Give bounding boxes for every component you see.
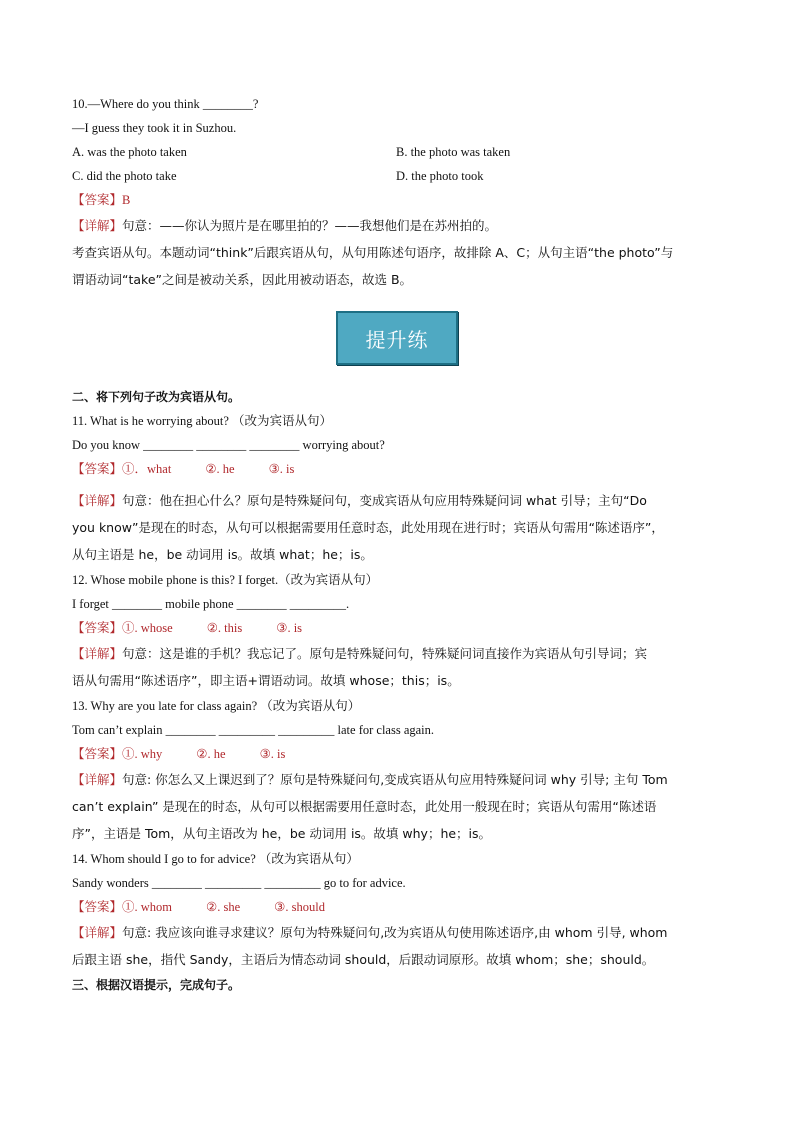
q13-detail-3: 序”，主语是 Tom，从句主语改为 he，be 动词用 is。故填 why；he；is。 <box>72 826 492 841</box>
q14-stem: 14. Whom should I go to for advice? （改为宾语从句） <box>72 852 359 866</box>
q12-detail-2: 语从句需用“陈述语序”，即主语+谓语动词。故填 whose；this；is。 <box>72 673 460 688</box>
detail-tag: 【详解】 <box>72 925 123 940</box>
detail-tag: 【详解】 <box>72 493 123 508</box>
q10-detail-1 <box>72 212 722 239</box>
q10-option-b: B. the photo was taken <box>396 145 511 159</box>
q13-fill: Tom can’t explain ________ _________ _________ late for class again. <box>72 723 435 737</box>
q12-answer-3: ③. is <box>276 621 303 635</box>
q11-answer <box>72 457 722 481</box>
q11-detail-text-1: 句意：他在担心什么？原句是特殊疑问句，变成宾语从句应用特殊疑问词 what 引导；主句“Do <box>122 493 647 508</box>
q14-answer <box>72 895 722 919</box>
q12-detail-text-1: 句意：这是谁的手机？我忘记了。原句是特殊疑问句，特殊疑问词直接作为宾语从句引导词；宾 <box>122 646 648 661</box>
q14-fill: Sandy wonders ________ _________ _________ go to for advice. <box>72 876 406 890</box>
q13-detail-2: can’t explain” 是现在的时态，从句可以根据需要用任意时态，此处用一般现在时；宾语从句需用“陈述语 <box>72 799 657 814</box>
q12-stem: 12. Whose mobile phone is this? I forget.（改为宾语从句） <box>72 573 379 587</box>
q10-options-row-1 <box>72 140 722 164</box>
q13-answer-2: ②. he <box>196 747 226 761</box>
q10-option-a: A. was the photo taken <box>72 145 187 159</box>
q12-answer <box>72 616 722 640</box>
detail-tag: 【详解】 <box>72 772 123 787</box>
q14-detail-1 <box>72 919 722 946</box>
q11-detail-1 <box>72 487 722 514</box>
q14-detail-text-1: 句意: 我应该向谁寻求建议？原句为特殊疑问句,改为宾语从句使用陈述语序,由 whom 引导, whom <box>122 925 668 940</box>
q11-detail-2: you know”是现在的时态，从句可以根据需要用任意时态，此处用现在进行时；宾语从句需用“陈述语序”， <box>72 520 664 535</box>
q11-answer-1: ①．what <box>122 462 172 476</box>
q12-detail-1 <box>72 640 722 667</box>
section-3-title: 三、根据汉语提示，完成句子。 <box>72 978 241 992</box>
q14-answer-1: ①. whom <box>122 900 173 914</box>
q12-answer-1: ①. whose <box>122 621 173 635</box>
q11-answer-2: ②. he <box>205 462 235 476</box>
q10-detail-text-1: 句意：——你认为照片是在哪里拍的？——我想他们是在苏州拍的。 <box>122 218 498 233</box>
q10-answer <box>72 188 722 212</box>
q14-answer-2: ②. she <box>206 900 241 914</box>
q11-stem: 11. What is he worrying about? （改为宾语从句） <box>72 414 333 428</box>
section-2-title: 二、将下列句子改为宾语从句。 <box>72 390 241 404</box>
q13-answer <box>72 742 722 766</box>
q13-detail-text-1: 句意: 你怎么又上课迟到了？原句是特殊疑问句,变成宾语从句应用特殊疑问词 why 引导; 主句 Tom <box>122 772 668 787</box>
q13-detail-1 <box>72 766 722 793</box>
q14-detail-2: 后跟主语 she，指代 Sandy，主语后为情态动词 should，后跟动词原形。故填 whom；she；should。 <box>72 952 655 967</box>
q10-options-row-2 <box>72 164 722 188</box>
q11-fill: Do you know ________ ________ ________ worrying about? <box>72 438 385 452</box>
q13-answer-1: ①. why <box>122 747 163 761</box>
banner-wrap <box>72 311 722 365</box>
q11-detail-3: 从句主语是 he，be 动词用 is。故填 what；he；is。 <box>72 547 373 562</box>
answer-tag: 【答案】 <box>72 747 123 761</box>
answer-tag: 【答案】 <box>72 193 123 207</box>
q10-detail-2: 考查宾语从句。本题动词“think”后跟宾语从句，从句用陈述句语序，故排除 A、C；从句主语“the photo”与 <box>72 245 674 260</box>
practice-banner: 提升练 <box>336 311 458 365</box>
answer-tag: 【答案】 <box>72 621 123 635</box>
q10-option-c: C. did the photo take <box>72 169 177 183</box>
q11-answer-3: ③. is <box>268 462 295 476</box>
q10-reply: —I guess they took it in Suzhou. <box>72 121 237 135</box>
q13-answer-3: ③. is <box>259 747 286 761</box>
q12-fill: I forget ________ mobile phone ________ _________. <box>72 597 350 611</box>
answer-tag: 【答案】 <box>72 900 123 914</box>
q10-detail-3: 谓语动词“take”之间是被动关系，因此用被动语态，故选 B。 <box>72 272 413 287</box>
detail-tag: 【详解】 <box>72 646 123 661</box>
q12-answer-2: ②. this <box>206 621 243 635</box>
q10-stem: 10.—Where do you think ________? <box>72 97 259 111</box>
q10-answer-value: B <box>122 193 131 207</box>
q10-option-d: D. the photo took <box>396 169 484 183</box>
document-content <box>72 92 722 997</box>
q14-answer-3: ③. should <box>274 900 325 914</box>
answer-tag: 【答案】 <box>72 462 123 476</box>
detail-tag: 【详解】 <box>72 218 123 233</box>
q13-stem: 13. Why are you late for class again? （改为宾语从句） <box>72 699 361 713</box>
